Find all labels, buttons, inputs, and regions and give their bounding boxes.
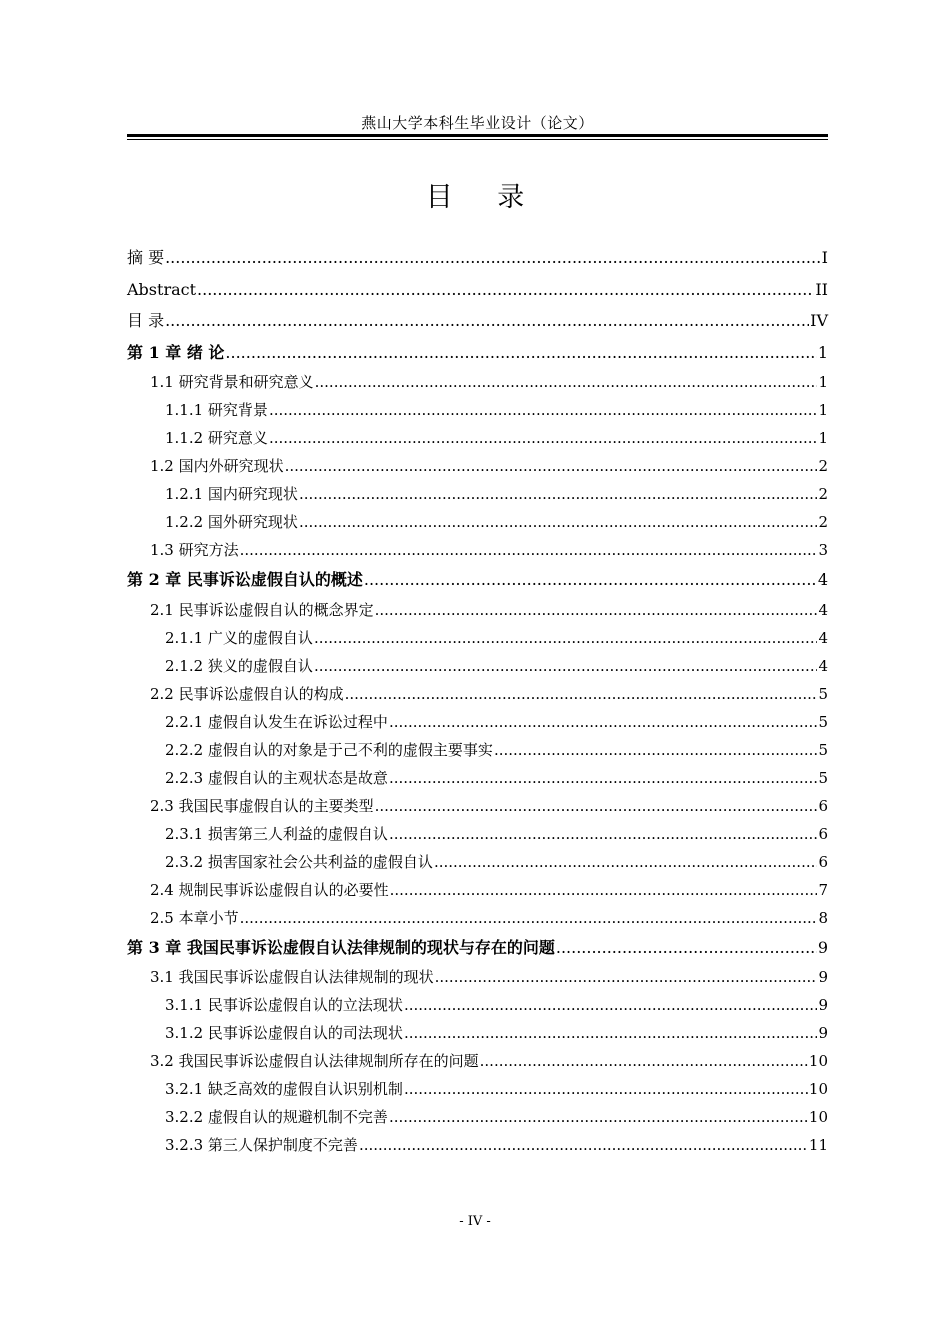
toc-entry-label: 1.2.1 国内研究现状 — [165, 485, 298, 503]
toc-entry-label: 2.3.1 损害第三人利益的虚假自认 — [165, 824, 388, 843]
toc-entry[interactable] — [127, 991, 828, 1019]
toc-entry[interactable] — [127, 736, 828, 764]
toc-entry-label: 2.1 民事诉讼虚假自认的概念界定 — [150, 600, 374, 619]
toc-entry-page: 8 — [818, 908, 828, 927]
toc-entry-label: 2.3 我国民事虚假自认的主要类型 — [150, 796, 374, 815]
toc-entry-page: 9 — [818, 996, 828, 1014]
toc-entry-label: 2.4 规制民事诉讼虚假自认的必要性 — [150, 880, 389, 899]
toc-entry-page: 1 — [818, 401, 828, 419]
toc-dot-leader — [240, 536, 818, 564]
toc-entry-label: 第 2 章 民事诉讼虚假自认的概述 — [127, 570, 363, 589]
toc-entry-page: 4 — [818, 656, 828, 675]
toc-entry-page: 6 — [818, 852, 828, 871]
toc-entry[interactable] — [127, 337, 828, 369]
toc-entry-page: 5 — [818, 712, 828, 731]
toc-entry-page: 1 — [817, 342, 828, 362]
toc-dot-leader — [494, 736, 818, 764]
toc-entry-label: 摘 要 — [127, 248, 165, 267]
toc-entry[interactable] — [127, 536, 828, 564]
toc-entry[interactable] — [127, 452, 828, 480]
toc-entry-page: I — [821, 248, 828, 267]
toc-entry-label: 1.3 研究方法 — [150, 541, 239, 559]
toc-entry-page: 6 — [818, 796, 828, 815]
running-header: 燕山大学本科生毕业设计（论文） — [361, 114, 594, 132]
toc-dot-leader — [375, 596, 818, 624]
toc-dot-leader — [165, 242, 821, 274]
toc-dot-leader — [389, 1103, 808, 1131]
toc-entry-label: 第 1 章 绪 论 — [127, 342, 225, 362]
toc-entry[interactable] — [127, 764, 828, 792]
toc-dot-leader — [240, 904, 818, 932]
toc-entry-label: 3.1.2 民事诉讼虚假自认的司法现状 — [165, 1024, 403, 1042]
toc-entry[interactable] — [127, 1047, 828, 1075]
toc-entry-page: 4 — [818, 628, 828, 647]
toc-dot-leader — [359, 1131, 808, 1159]
header-rule-thick — [127, 134, 828, 137]
toc-entry-label: 目 录 — [127, 311, 165, 330]
toc-entry-label: 3.2.2 虚假自认的规避机制不完善 — [165, 1108, 388, 1126]
toc-entry-page: 4 — [817, 570, 828, 589]
toc-dot-leader — [285, 452, 818, 480]
toc-dot-leader — [269, 396, 818, 424]
toc-entry-page: 6 — [818, 824, 828, 843]
toc-dot-leader — [299, 508, 818, 536]
toc-dot-leader — [269, 424, 818, 452]
toc-dot-leader — [404, 1019, 818, 1047]
toc-entry[interactable] — [127, 652, 828, 680]
toc-dot-leader — [364, 564, 817, 596]
toc-entry-label: 3.2.1 缺乏高效的虚假自认识别机制 — [165, 1080, 403, 1098]
toc-dot-leader — [389, 820, 818, 848]
toc-entry[interactable] — [127, 624, 828, 652]
toc-dot-leader — [389, 708, 818, 736]
toc-entry-label: 1.1.2 研究意义 — [165, 429, 268, 447]
toc-dot-leader — [389, 764, 818, 792]
toc-entry-page: II — [815, 279, 828, 299]
header-rule-thin — [127, 139, 828, 140]
toc-dot-leader — [165, 305, 809, 337]
toc-entry-page: 9 — [817, 937, 828, 957]
toc-entry[interactable] — [127, 508, 828, 536]
toc-dot-leader — [434, 848, 818, 876]
toc-entry-page: 9 — [818, 1024, 828, 1042]
table-of-contents — [127, 242, 828, 1159]
toc-dot-leader — [225, 337, 816, 369]
toc-entry-label: 1.2.2 国外研究现状 — [165, 513, 298, 531]
toc-dot-leader — [345, 680, 818, 708]
toc-entry-label: 1.2 国内外研究现状 — [150, 457, 284, 475]
toc-entry-page: 10 — [808, 1108, 828, 1126]
toc-entry-page: 2 — [818, 513, 828, 531]
toc-entry[interactable] — [127, 708, 828, 736]
toc-entry[interactable] — [127, 680, 828, 708]
toc-entry[interactable] — [127, 848, 828, 876]
toc-entry[interactable] — [127, 904, 828, 932]
toc-entry[interactable] — [127, 368, 828, 396]
page-number: - IV - — [459, 1214, 491, 1229]
toc-entry-label: 1.1.1 研究背景 — [165, 401, 268, 419]
toc-dot-leader — [404, 1075, 808, 1103]
toc-entry-label: Abstract — [127, 279, 197, 299]
toc-dot-leader — [390, 876, 818, 904]
toc-entry-label: 2.3.2 损害国家社会公共利益的虚假自认 — [165, 852, 433, 871]
toc-entry-page: 5 — [818, 768, 828, 787]
toc-entry[interactable] — [127, 242, 828, 274]
toc-entry-page: 1 — [818, 429, 828, 447]
toc-dot-leader — [404, 991, 818, 1019]
toc-entry-page: 3 — [818, 541, 828, 559]
toc-entry-label: 3.2.3 第三人保护制度不完善 — [165, 1136, 358, 1154]
toc-entry[interactable] — [127, 1103, 828, 1131]
toc-entry[interactable] — [127, 1131, 828, 1159]
toc-dot-leader — [480, 1047, 808, 1075]
toc-dot-leader — [556, 932, 817, 964]
toc-dot-leader — [375, 792, 818, 820]
toc-entry-label: 2.1.2 狭义的虚假自认 — [165, 656, 313, 675]
toc-entry-page: 10 — [808, 1080, 828, 1098]
toc-entry-page: 10 — [808, 1052, 828, 1070]
toc-entry-page: 5 — [818, 740, 828, 759]
toc-entry[interactable] — [127, 305, 828, 337]
toc-entry-label: 1.1 研究背景和研究意义 — [150, 373, 314, 391]
toc-entry[interactable] — [127, 963, 828, 991]
toc-entry[interactable] — [127, 792, 828, 820]
toc-entry-page: 4 — [818, 600, 828, 619]
toc-entry-page: 7 — [818, 880, 828, 899]
toc-entry-label: 2.2.1 虚假自认发生在诉讼过程中 — [165, 712, 388, 731]
toc-dot-leader — [315, 368, 818, 396]
toc-dot-leader — [299, 480, 818, 508]
toc-entry-page: 5 — [818, 684, 828, 703]
toc-dot-leader — [314, 624, 818, 652]
toc-entry-page: 9 — [818, 968, 828, 986]
toc-entry-label: 2.5 本章小节 — [150, 908, 239, 927]
toc-entry-page: IV — [810, 311, 828, 330]
toc-entry[interactable] — [127, 274, 828, 306]
toc-entry-label: 2.2 民事诉讼虚假自认的构成 — [150, 684, 344, 703]
toc-entry[interactable] — [127, 1075, 828, 1103]
toc-entry[interactable] — [127, 424, 828, 452]
toc-entry-label: 第 3 章 我国民事诉讼虚假自认法律规制的现状与存在的问题 — [127, 937, 555, 957]
toc-entry-label: 2.2.3 虚假自认的主观状态是故意 — [165, 768, 388, 787]
toc-entry[interactable] — [127, 1019, 828, 1047]
toc-entry[interactable] — [127, 564, 828, 596]
toc-entry[interactable] — [127, 596, 828, 624]
toc-dot-leader — [435, 963, 818, 991]
toc-entry-label: 3.1.1 民事诉讼虚假自认的立法现状 — [165, 996, 403, 1014]
toc-dot-leader — [314, 652, 818, 680]
toc-entry[interactable] — [127, 876, 828, 904]
toc-entry-label: 2.2.2 虚假自认的对象是于己不利的虚假主要事实 — [165, 740, 493, 759]
toc-entry-label: 3.2 我国民事诉讼虚假自认法律规制所存在的问题 — [150, 1052, 479, 1070]
toc-dot-leader — [197, 274, 814, 306]
toc-entry-label: 2.1.1 广义的虚假自认 — [165, 628, 313, 647]
toc-entry[interactable] — [127, 396, 828, 424]
toc-entry[interactable] — [127, 480, 828, 508]
toc-entry-page: 2 — [818, 485, 828, 503]
toc-entry-label: 3.1 我国民事诉讼虚假自认法律规制的现状 — [150, 968, 434, 986]
toc-entry[interactable] — [127, 932, 828, 964]
toc-entry-page: 11 — [808, 1136, 828, 1154]
toc-entry-page: 2 — [818, 457, 828, 475]
toc-entry[interactable] — [127, 820, 828, 848]
page-title: 目 录 — [425, 182, 543, 213]
toc-entry-page: 1 — [818, 373, 828, 391]
